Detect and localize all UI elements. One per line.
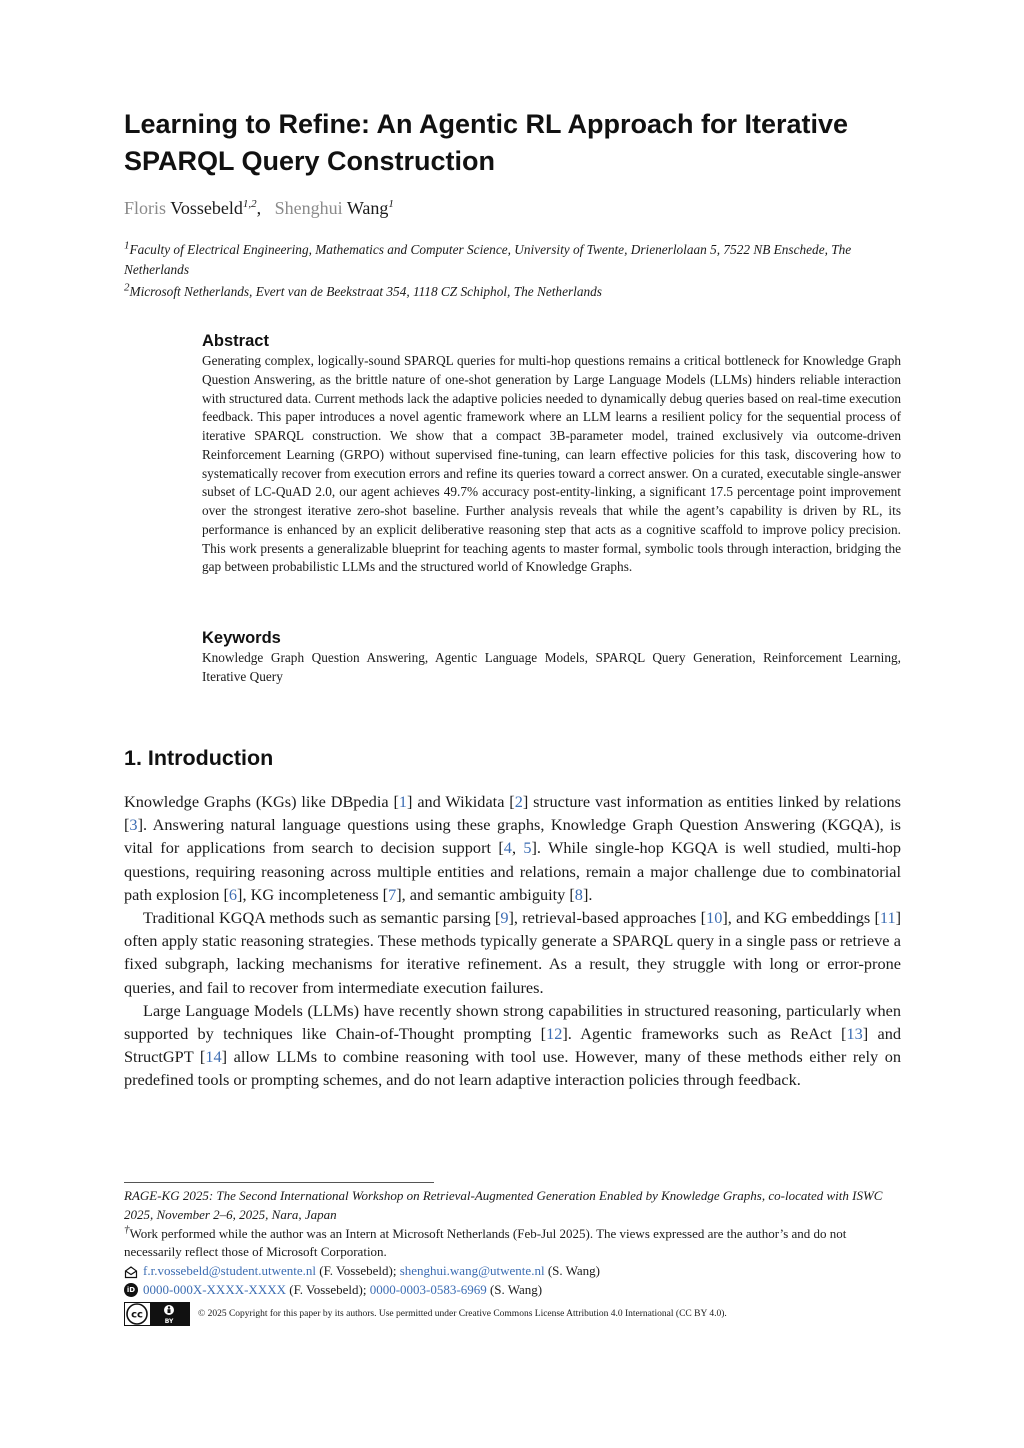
citation-link[interactable]: 6 — [228, 884, 238, 904]
author-1-affiliation-marks: 1,2 — [242, 198, 257, 210]
author-list: Floris Vossebeld$^{1,2}$, Shenghui Wang$^1$ — [124, 198, 394, 218]
intern-note: †Work performed while the author was an Intern at Microsoft Netherlands (Feb-Jul 2025). The views expressed are the author’s and do not necessarily reflect those of Microsoft Corporation. — [124, 1223, 847, 1260]
email-line: f.r.vossebeld@student.utwente.nl (F. Vossebeld); shenghui.wang@utwente.nl (S. Wang) — [124, 1262, 901, 1281]
intro-paragraph-1: Knowledge Graphs (KGs) like DBpedia [1] and Wikidata [2] structure vast information as entities linked by relations [3]. Answering natural language questions using these graphs, Knowledge Graph Question Answering (KGQA), is vital for applications from search to decision support [4, 5]. While single-hop KGQA is well studied, multi-hop questions, requiring reasoning across multiple entities and relations, remain a major challenge due to combinatorial path explosion [6], KG incompleteness [7], and semantic ambiguity [8]. — [124, 792, 901, 904]
affiliations — [124, 240, 901, 305]
introduction-body — [124, 790, 901, 1092]
citation-link[interactable]: 2 — [514, 792, 523, 811]
cc-by-license-icon — [124, 1302, 190, 1326]
orcid-icon: iD — [124, 1283, 138, 1297]
citation-link[interactable]: 1 — [398, 792, 408, 811]
citation-link[interactable]: 8 — [574, 884, 583, 904]
abstract-section — [202, 330, 901, 577]
author-1: Floris Vossebeld$^{1,2}$ — [124, 198, 257, 218]
introduction-heading: 1. Introduction — [124, 746, 274, 770]
email-link-vossebeld[interactable]: f.r.vossebeld@student.utwente.nl — [143, 1263, 316, 1279]
keywords-text: Knowledge Graph Question Answering, Agentic Language Models, SPARQL Query Generation, Reinforcement Learning, Iterative Query — [202, 650, 901, 684]
affiliation-2: $^2$Microsoft Netherlands, Evert van de Beekstraat 354, 1118 CZ Schiphol, The Netherlands — [124, 281, 602, 299]
affiliation-1: $^1$Faculty of Electrical Engineering, Mathematics and Computer Science, University of Twente, Drienerlolaan 5, 7522 NB Enschede, The Netherlands — [124, 239, 852, 277]
paper-title: Learning to Refine: An Agentic RL Approach for Iterative SPARQL Query Construction — [124, 109, 849, 176]
author-2: Shenghui Wang$^1$ — [274, 198, 394, 218]
author-2-affiliation-marks: 1 — [388, 198, 394, 210]
citation-link[interactable]: 10 — [706, 908, 723, 928]
email-link-wang[interactable]: shenghui.wang@utwente.nl — [399, 1263, 545, 1279]
abstract-text: Generating complex, logically-sound SPARQL queries for multi-hop questions remains a critical bottleneck for Knowledge Graph Question Answering, as the brittle nature of one-shot generation by Large Language Models (LLMs) hinders reliable interaction with structured data. Current methods lack the adaptive policies needed to dynamically debug queries based on real-time execution feedback. This paper introduces a novel agentic framework where an LLM learns a resilient policy for the sequential process of iterative SPARQL construction. We show that a compact 3B-parameter model, trained exclusively via outcome-driven Reinforcement Learning (GRPO) without supervised fine-tuning, can learn effective policies for this task, discovering how to systematically recover from execution errors and refine its queries toward a correct answer. On a curated, executable single-answer subset of LC-QuAD 2.0, our agent achieves 49.7% accuracy post-entity-linking, a significant 17.5 percentage point improvement over the strongest iterative zero-shot baseline. Further analysis reveals that while the agent’s capability is driven by RL, its performance is enhanced by an explicit deliberative reasoning step that acts as a cognitive scaffold to improve policy precision. This work presents a generalizable blueprint for teaching agents to master formal, symbolic tools through interaction, bridging the gap between probabilistic LLMs and the structured world of Knowledge Graphs. — [202, 353, 901, 575]
footnotes — [124, 1187, 901, 1326]
footnote-rule — [124, 1182, 434, 1183]
license-line — [124, 1302, 901, 1326]
envelope-icon — [124, 1265, 138, 1279]
venue-note: RAGE-KG 2025: The Second International Workshop on Retrieval-Augmented Generation Enabled by Knowledge Graphs, co-located with ISWC 2025, November 2–6, 2025, Nara, Japan — [124, 1188, 883, 1222]
orcid-link-wang[interactable]: 0000-0003-0583-6969 — [369, 1281, 487, 1297]
keywords-heading: Keywords — [202, 629, 281, 647]
orcid-line: iD 0000-000X-XXXX-XXXX (F. Vossebeld); 0000-0003-0583-6969 (S. Wang) — [124, 1281, 901, 1300]
citation-link[interactable]: 7 — [388, 884, 397, 904]
cc-by-text: BY — [164, 1317, 174, 1325]
intro-paragraph-3: Large Language Models (LLMs) have recently shown strong capabilities in structured reasoning, particularly when supported by techniques like Chain-of-Thought prompting [12]. Agentic frameworks such as ReAct [13] and StructGPT [14] allow LLMs to combine reasoning with tool use. However, many of these methods either rely on predefined tools or prompting schemes, and do not learn adaptive interaction policies through feedback. — [124, 1000, 901, 1090]
citation-link[interactable]: 3 — [129, 815, 138, 835]
keywords-section — [202, 627, 901, 687]
citation-link[interactable]: 5 — [523, 838, 532, 858]
orcid-link-vossebeld[interactable]: 0000-000X-XXXX-XXXX — [143, 1281, 286, 1297]
citation-link[interactable]: 9 — [500, 908, 509, 928]
license-text: © 2025 Copyright for this paper by its authors. Use permitted under Creative Commons License Attribution 4.0 International (CC BY 4.0). — [198, 1308, 727, 1319]
citation-link[interactable]: 4 — [503, 838, 512, 858]
cc-logo-text: cc — [131, 1309, 143, 1321]
intro-paragraph-2: Traditional KGQA methods such as semantic parsing [9], retrieval-based approaches [10], and KG embeddings [11] often apply static reasoning strategies. These methods typically generate a SPARQL query in a single pass or retrieve a fixed subgraph, lacking mechanisms for iterative refinement. As a result, they struggle with long or error-prone queries, and fail to recover from intermediate execution failures. — [124, 908, 902, 997]
citation-link[interactable]: 13 — [846, 1024, 863, 1044]
citation-link[interactable]: 12 — [546, 1024, 563, 1044]
citation-link[interactable]: 11 — [879, 908, 896, 928]
abstract-heading: Abstract — [202, 332, 269, 350]
citation-link[interactable]: 14 — [205, 1047, 222, 1067]
